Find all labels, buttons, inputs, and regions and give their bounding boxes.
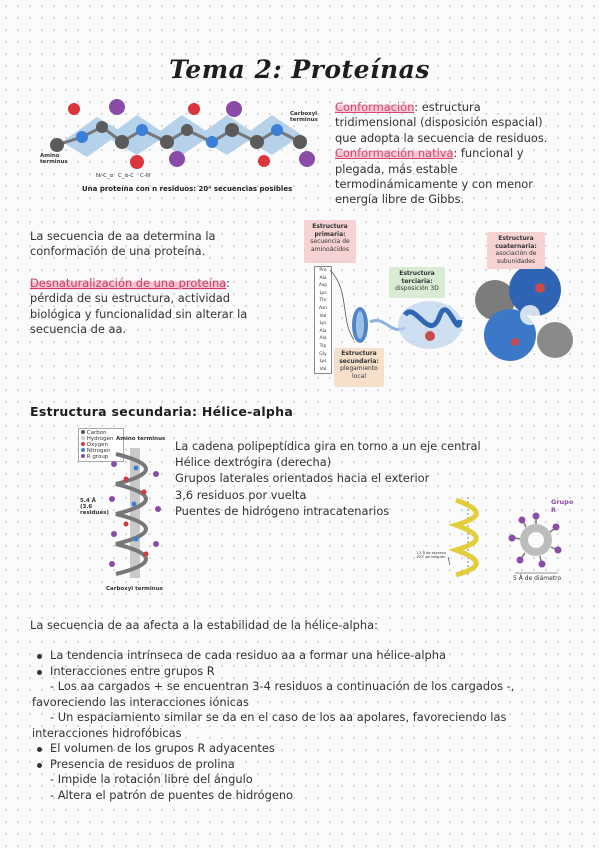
terciaria-label: [389, 267, 445, 298]
figure-caption: Una proteína con n residuos: 20ⁿ secuencias posibles: [82, 185, 293, 193]
helix-amino-terminus: Amino terminus: [116, 436, 166, 442]
helix-carboxyl-terminus: Carboxyl terminus: [106, 586, 163, 592]
cuaternaria-title: Estructura cuaternaria:: [495, 235, 537, 250]
peptide-chain-illustration: [42, 97, 327, 182]
diametro-label: 5 Å de diámetro: [513, 575, 562, 582]
conformacion-term: Conformación: [335, 100, 415, 114]
alpha-helix-figure: [76, 426, 168, 596]
estabilidad-list: [32, 648, 570, 803]
terciaria-title: Estructura terciaria:: [399, 270, 435, 285]
list-item: Presencia de residuos de prolina: [50, 757, 570, 773]
peptide-chain-figure: [42, 97, 327, 197]
list-subitem: - Los aa cargados + se encuentran 3-4 residuos a continuación de los cargados -, favoreciendo las interacciones iónicas: [32, 679, 515, 709]
list-item: Interacciones entre grupos R: [50, 664, 570, 680]
desnaturalizacion-text: : pérdida de su estructura, actividad biológica y funcionalidad sin alterar la secuencia de aa.: [30, 275, 248, 337]
cuaternaria-desc: asociación de subunidades: [495, 250, 537, 265]
legend-item: Nitrogen: [81, 448, 121, 454]
bond-label: C-N: [140, 173, 150, 179]
sequence-residue: Lys: [319, 321, 327, 327]
helix-line: Hélice dextrógira (derecha): [175, 455, 332, 470]
legend-item: R group: [81, 454, 121, 460]
sequence-residue: Val: [319, 366, 327, 372]
sequence-residue: Gly: [319, 351, 327, 357]
sequence-residue: Asp: [318, 283, 328, 289]
helix-line: Grupos laterales orientados hacia el exterior: [175, 471, 430, 486]
desnaturalizacion-term: Desnaturalización de una proteína: [30, 275, 227, 290]
bond-label: C_α-C: [118, 173, 135, 179]
cuaternaria-label: [487, 232, 545, 269]
list-subitem: - Impide la rotación libre del ángulo: [50, 772, 253, 786]
primaria-desc: secuencia de aminoácidos: [310, 238, 350, 253]
grupo-r-label: Grupo R: [551, 498, 574, 514]
secundaria-label: [334, 348, 384, 387]
rise-label: 1,5 Å de ascenso 100° de rotación: [416, 551, 446, 559]
helix-pitch-label: 5.4 Å (3.6 residues): [80, 498, 109, 516]
estabilidad-intro: La secuencia de aa afecta a la estabilidad de la hélice-alpha:: [30, 618, 378, 632]
list-item: El volumen de los grupos R adyacentes: [50, 741, 570, 757]
sequence-residue: Lys: [319, 359, 327, 365]
primaria-title: Estructura primaria:: [312, 223, 348, 238]
terciaria-desc: disposición 3D: [395, 285, 439, 292]
sequence-residue: Ala: [319, 336, 327, 342]
sequence-residue: Pro: [319, 268, 327, 273]
sequence-residue: Thr: [319, 298, 327, 304]
legend-item: Oxygen: [81, 442, 121, 448]
secundaria-title: Estructura secundaria:: [339, 350, 379, 365]
conformacion-text: : estructura tridimensional (disposición espacial) que adopta la secuencia de residuos.: [335, 100, 548, 145]
sequence-residue: Val: [319, 313, 327, 319]
list-subitem: - Un espaciamiento similar se da en el caso de los aa apolares, favoreciendo las interacciones hidrofóbicas: [32, 710, 507, 740]
helix-line: La cadena polipeptídica gira en torno a un eje central: [175, 439, 481, 453]
sequence-residue: Trp: [319, 343, 327, 349]
legend-item: Hydrogen: [81, 436, 121, 442]
bond-label: Nᵢ-C_α: [96, 173, 114, 179]
carboxyl-terminus-label: Carboxyl terminus: [290, 111, 318, 123]
secundaria-desc: plegamiento local: [340, 365, 378, 380]
sequence-residue: Lys: [319, 290, 327, 296]
helix-views-figure: [418, 495, 578, 585]
conformacion-nativa-text: : funcional y plegada, más estable termodinámicamente y con menor energía libre de Gibbs.: [335, 146, 533, 207]
amino-terminus-label: Amino terminus: [40, 153, 68, 165]
section-heading: Estructura secundaria: Hélice-alpha: [30, 404, 294, 419]
page-title: Tema 2: Proteínas: [169, 55, 430, 84]
list-item: La tendencia intrínseca de cada residuo aa a formar una hélice-alpha: [50, 648, 570, 664]
legend-item: Carbon: [81, 430, 121, 436]
sequence-residue: Ala: [319, 328, 327, 334]
sequence-residue: Ala: [319, 275, 327, 281]
secuencia-block: [30, 229, 270, 337]
sequence-residue: Asn: [318, 305, 328, 311]
alpha-helix-illustration: [106, 444, 166, 584]
conformacion-nativa-term: Conformación nativa: [335, 146, 454, 161]
conformacion-block: [335, 100, 557, 208]
list-subitem: - Altera el patrón de puentes de hidrógeno: [50, 787, 294, 802]
helix-line: 3,6 residuos por vuelta: [175, 487, 307, 502]
secuencia-text: La secuencia de aa determina la conformación de una proteína.: [30, 229, 216, 259]
protein-structure-figure: [304, 220, 574, 390]
helix-line: Puentes de hidrógeno intracatenarios: [175, 503, 390, 518]
primaria-label: [304, 220, 356, 263]
